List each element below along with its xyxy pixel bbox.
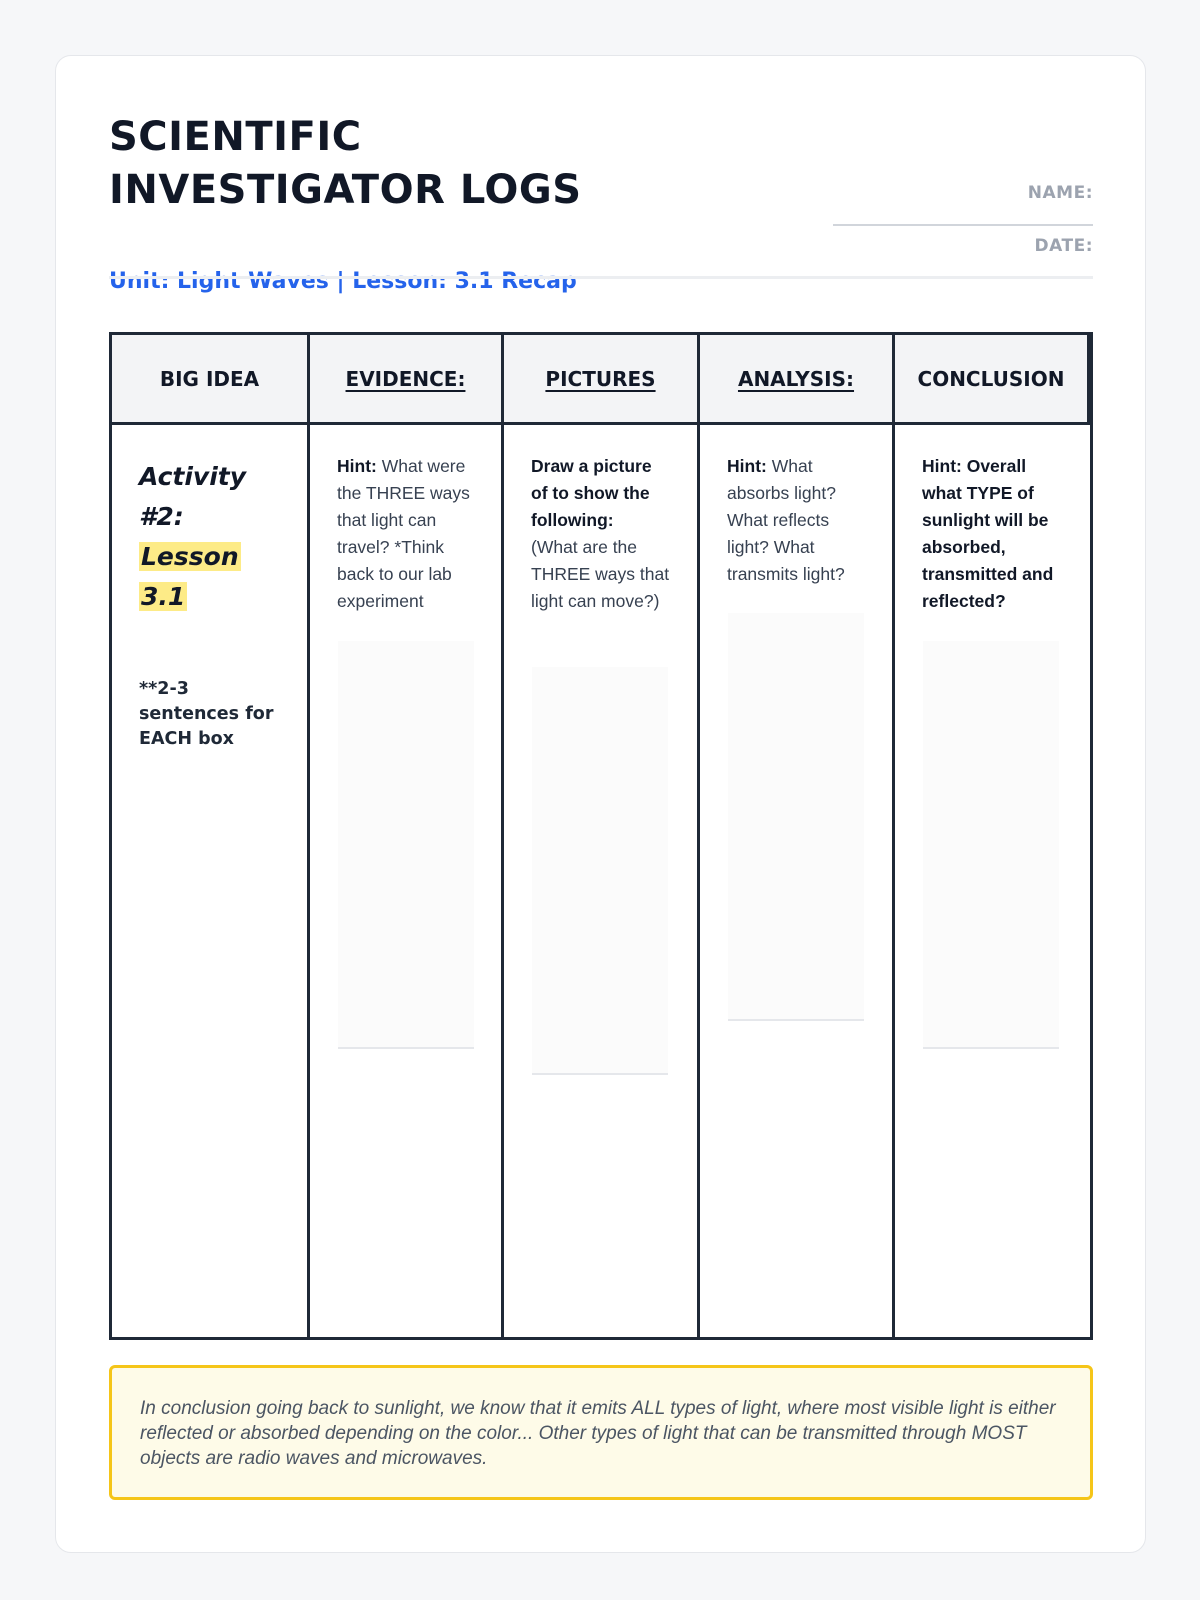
conclusion-hint: Hint: Overall what TYPE of sunlight will be absorbed, transmitted and reflected? <box>922 456 1054 611</box>
big-idea-cell <box>112 425 310 1337</box>
name-date-fields <box>833 181 1093 287</box>
name-label: NAME: <box>1027 183 1093 203</box>
lesson-highlight: Lesson <box>141 542 239 571</box>
analysis-answer-area[interactable] <box>728 613 864 1021</box>
pictures-prompt <box>531 453 671 615</box>
hint-text: What were the THREE ways that light can travel? *Think back to our lab experiment <box>337 456 470 611</box>
evidence-hint <box>337 453 475 615</box>
analysis-hint <box>727 453 866 588</box>
column-header-big-idea <box>112 335 310 425</box>
evidence-cell <box>310 425 504 1337</box>
column-header-conclusion <box>895 335 1090 425</box>
column-header-pictures <box>504 335 700 425</box>
hint-text: What absorbs light? What reflects light? What transmits light? <box>727 456 845 584</box>
pictures-cell <box>504 425 700 1337</box>
column-header-label: BIG IDEA <box>159 366 260 391</box>
date-field[interactable] <box>833 234 1093 287</box>
activity-label: Activity #2: <box>139 462 247 531</box>
column-header-label: ANALYSIS: <box>737 366 855 391</box>
sentence-requirement-note: **2-3 sentences for EACH box <box>139 679 274 749</box>
hint-label: Hint: <box>727 456 767 476</box>
column-header-evidence <box>310 335 504 425</box>
pictures-prompt-text: (What are the THREE ways that light can move?) <box>531 537 670 611</box>
column-header-label: PICTURES <box>545 366 656 391</box>
lesson-number-highlight: 3.1 <box>141 582 186 611</box>
worksheet-page <box>55 55 1146 1553</box>
pictures-prompt-bold: Draw a picture of to show the following: <box>531 456 652 530</box>
worksheet-header <box>109 111 1093 294</box>
lesson-subtitle: Unit: Light Waves | Lesson: 3.1 Recap <box>109 269 577 294</box>
conclusion-answer-area[interactable] <box>923 641 1059 1049</box>
analysis-cell <box>700 425 895 1337</box>
column-header-label: CONCLUSION <box>917 366 1065 391</box>
column-header-analysis <box>700 335 895 425</box>
header-divider <box>109 276 1093 279</box>
name-line <box>833 224 1093 226</box>
hint-label: Hint: <box>337 456 377 476</box>
investigator-log-table <box>109 332 1093 1340</box>
conclusion-summary-text: In conclusion going back to sunlight, we know that it emits ALL types of light, where most visible light is either reflected or absorbed depending on the color... Other types of light that can be transmitted through MOST objects are radio waves and microwaves. <box>140 1398 1056 1469</box>
conclusion-summary-box <box>109 1365 1093 1500</box>
date-label: DATE: <box>1034 236 1093 256</box>
page-title: SCIENTIFIC INVESTIGATOR LOGS <box>109 114 582 213</box>
name-field[interactable] <box>833 181 1093 234</box>
activity-heading <box>139 453 281 617</box>
evidence-answer-area[interactable] <box>338 641 474 1049</box>
column-header-label: EVIDENCE: <box>345 366 466 391</box>
conclusion-cell <box>895 425 1090 1337</box>
drawing-area[interactable] <box>532 667 668 1075</box>
